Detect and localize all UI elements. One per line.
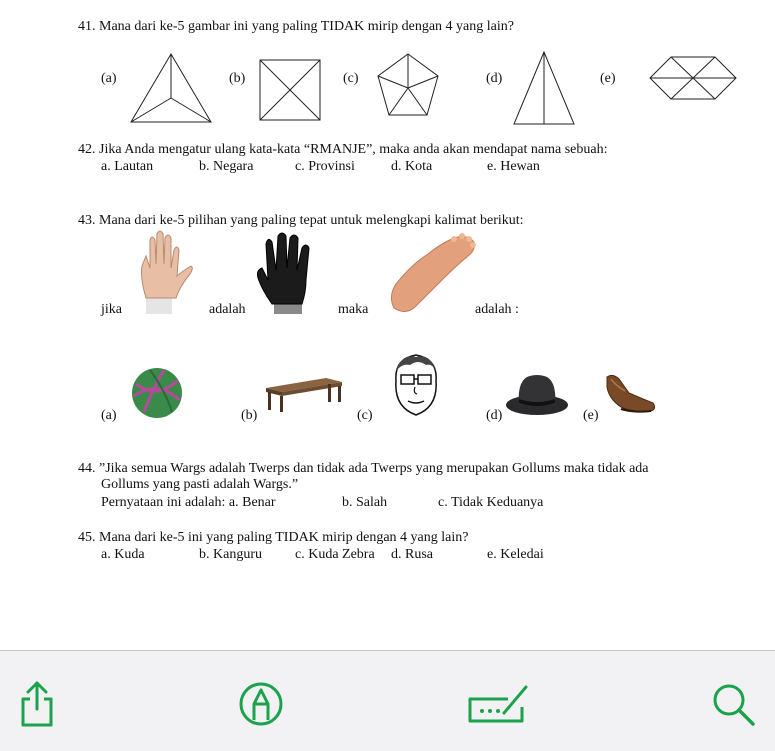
q41-option-a-label: (a) [101, 71, 117, 86]
q43-option-a-label: (a) [101, 408, 117, 423]
search-icon [709, 680, 757, 728]
triangle-figure [129, 52, 213, 124]
hexagon-figure [648, 55, 738, 101]
question-43: 43. Mana dari ke-5 pilihan yang paling tepat untuk melengkapi kalimat berikut: [78, 213, 524, 228]
face-drawing-image [388, 351, 444, 419]
q45-option-d: d. Rusa [391, 547, 433, 562]
q43-word-adalah: adalah [209, 302, 246, 317]
q43-word-maka: maka [338, 302, 369, 317]
glove-image [254, 230, 320, 318]
markup-icon [237, 680, 285, 728]
q41-option-e-label: (e) [600, 71, 616, 86]
square-figure [259, 59, 321, 121]
question-45: 45. Mana dari ke-5 ini yang paling TIDAK mirip dengan 4 yang lain? [78, 530, 469, 545]
q45-option-c: c. Kuda Zebra [295, 547, 375, 562]
q43-option-d-label: (d) [486, 408, 503, 423]
tall-triangle-figure [512, 50, 576, 126]
q42-option-b: b. Negara [199, 159, 254, 174]
q43-option-b-label: (b) [241, 408, 258, 423]
signature-icon [466, 679, 530, 729]
q42-option-e: e. Hewan [487, 159, 540, 174]
q42-option-a: a. Lautan [101, 159, 154, 174]
q45-option-e: e. Keledai [487, 547, 544, 562]
q43-option-e-label: (e) [583, 408, 599, 423]
q42-option-c: c. Provinsi [295, 159, 355, 174]
question-44-line-2: Gollums yang pasti adalah Wargs.” [101, 477, 299, 492]
q41-option-d-label: (d) [486, 71, 503, 86]
question-44-line-1: 44. ”Jika semua Wargs adalah Twerps dan tidak ada Twerps yang merupakan Gollums maka tidak ada [78, 461, 649, 476]
bottom-toolbar [0, 650, 775, 751]
bench-image [262, 376, 344, 414]
fedora-hat-image [505, 371, 571, 419]
foot-image [388, 230, 478, 318]
hand-image [136, 228, 196, 316]
q42-option-d: d. Kota [391, 159, 433, 174]
question-41: 41. Mana dari ke-5 gambar ini yang paling TIDAK mirip dengan 4 yang lain? [78, 19, 514, 34]
q45-option-a: a. Kuda [101, 547, 145, 562]
search-button[interactable] [708, 679, 758, 729]
markup-button[interactable] [236, 679, 286, 729]
q43-option-c-label: (c) [357, 408, 373, 423]
q44-statement: Pernyataan ini adalah: a. Benar [101, 495, 276, 510]
q43-word-adalah-2: adalah : [475, 302, 519, 317]
share-button[interactable] [12, 679, 62, 729]
q41-option-c-label: (c) [343, 71, 359, 86]
share-icon [15, 679, 59, 729]
q44-option-b: b. Salah [342, 495, 388, 510]
q41-option-b-label: (b) [229, 71, 246, 86]
leather-shoe-image [603, 371, 657, 415]
signature-button[interactable] [466, 679, 530, 729]
q45-option-b: b. Kanguru [199, 547, 262, 562]
question-42: 42. Jika Anda mengatur ulang kata-kata “RMANJE”, maka anda akan mendapat nama sebuah: [78, 142, 608, 157]
pentagon-figure [376, 52, 440, 118]
q44-option-c: c. Tidak Keduanya [438, 495, 544, 510]
yarn-ball-image [130, 366, 184, 420]
q43-word-jika: jika [101, 302, 122, 317]
